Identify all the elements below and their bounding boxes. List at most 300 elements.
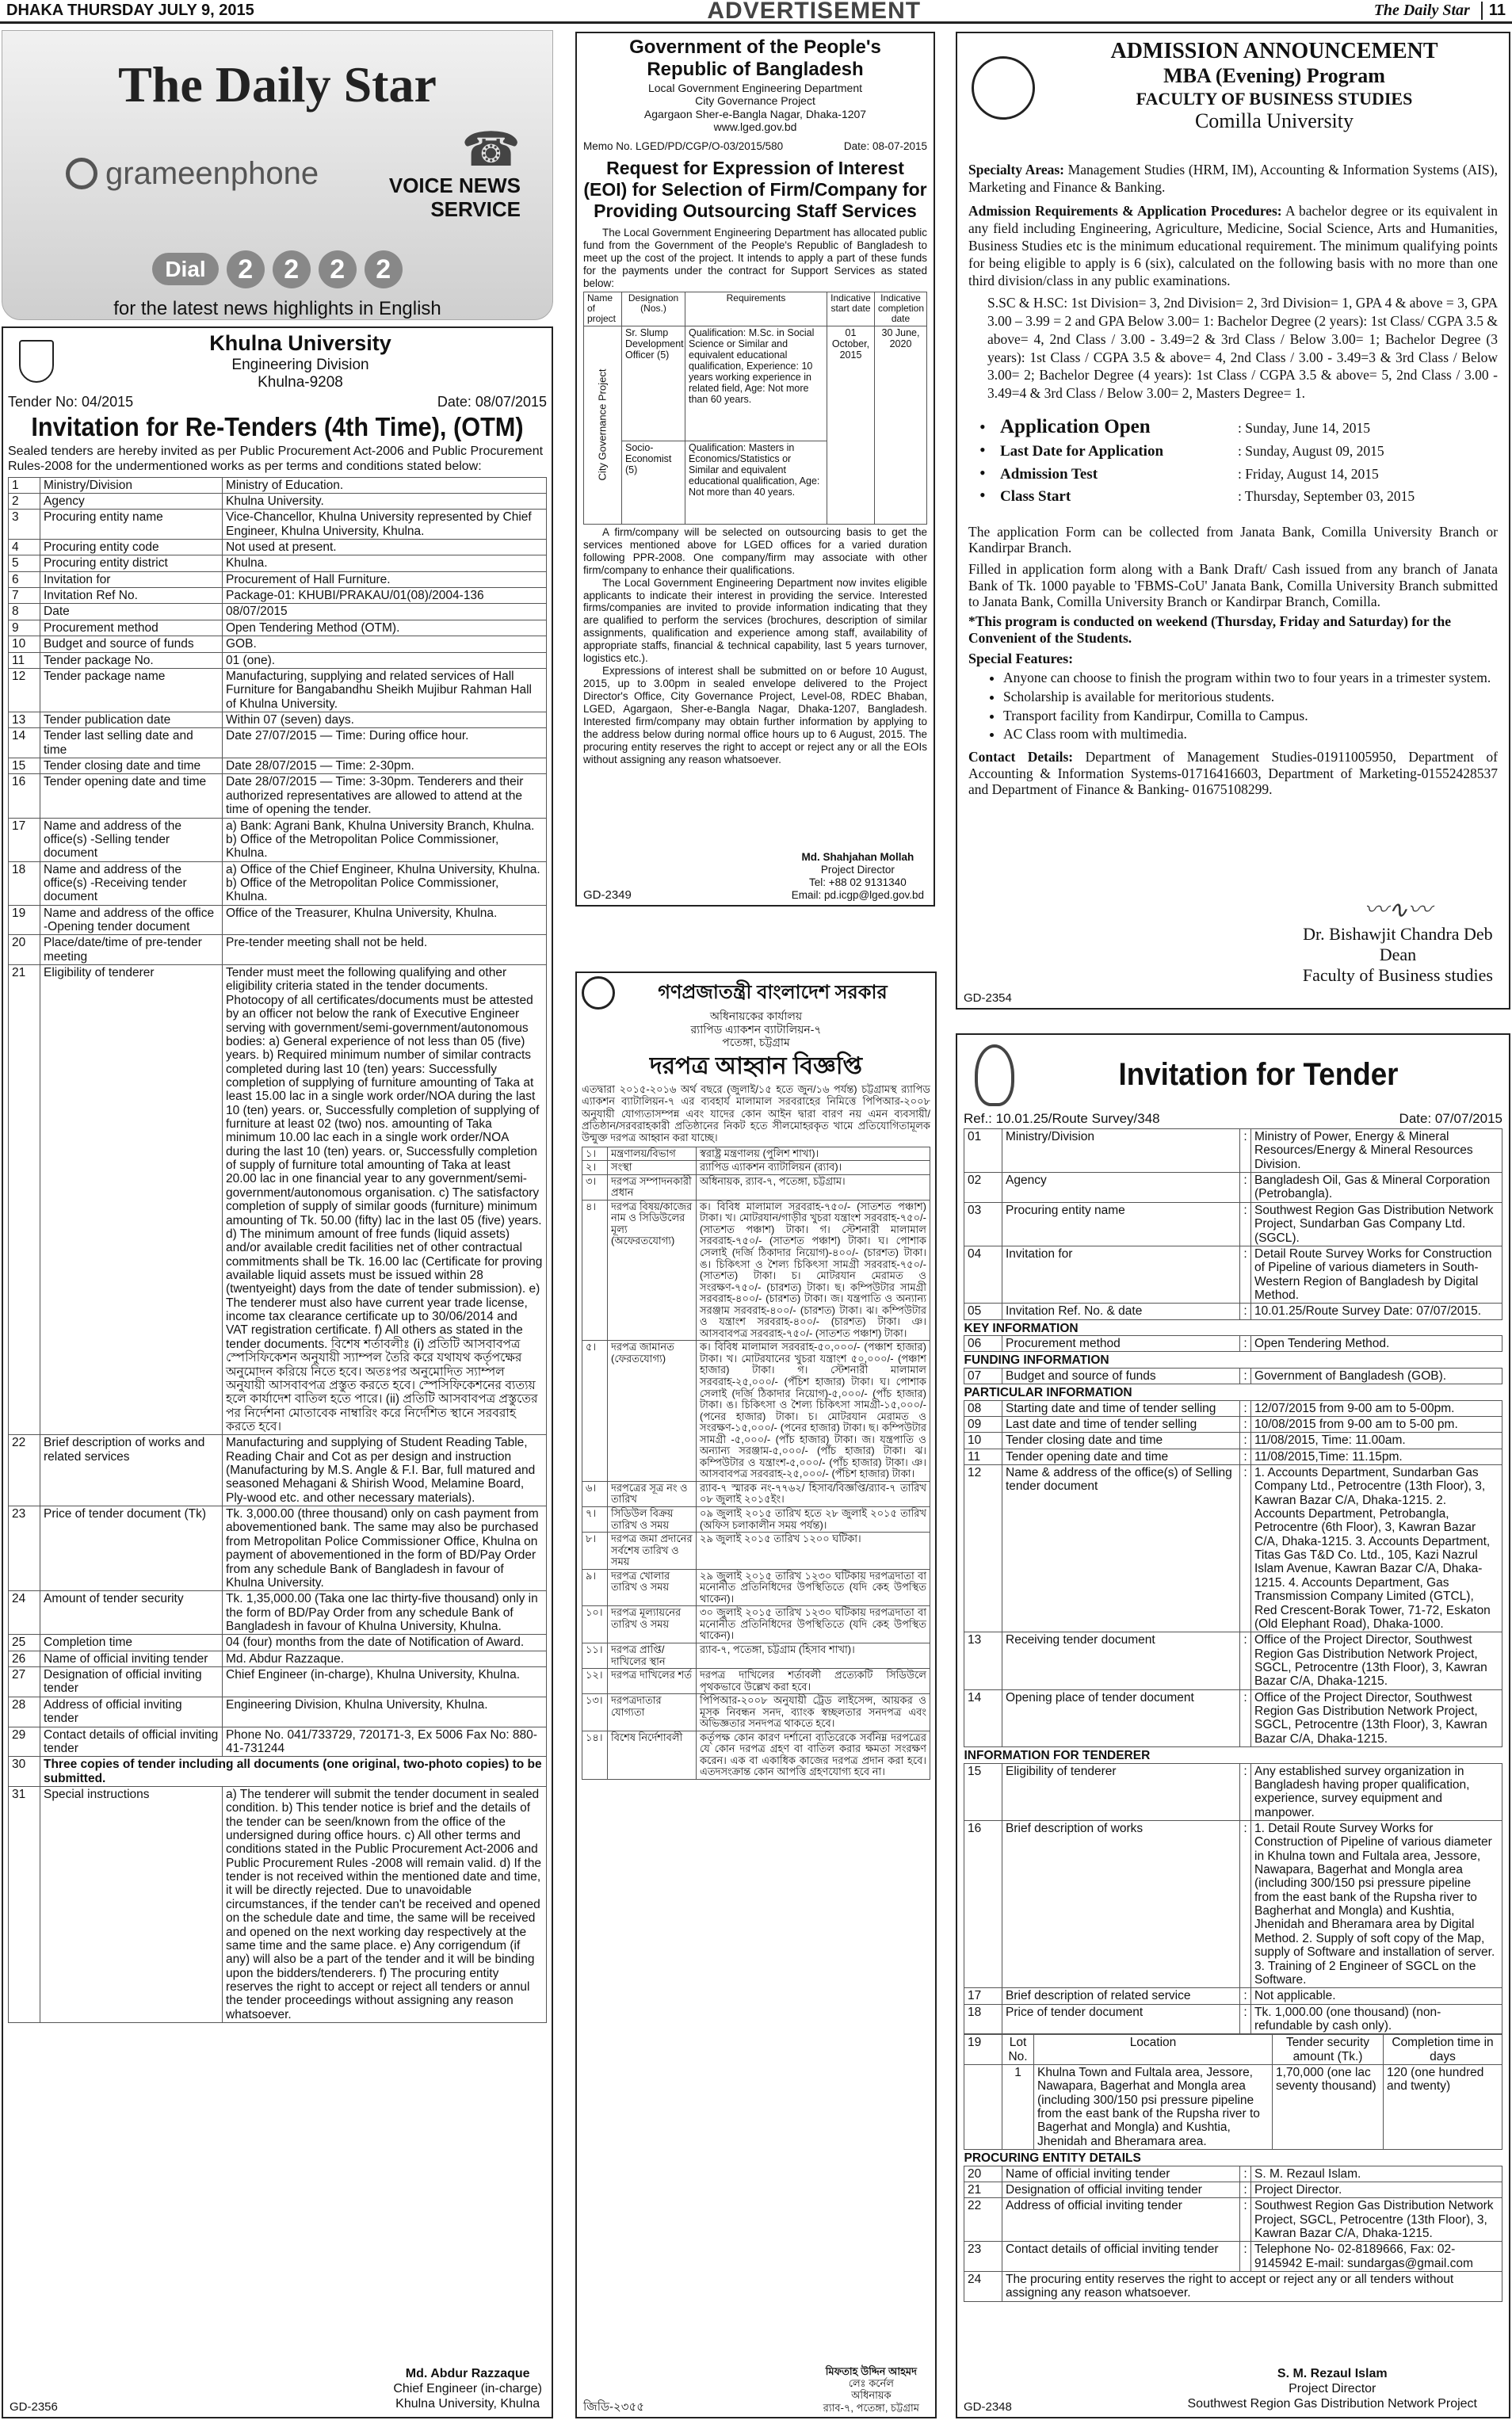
- row-number: 13: [964, 1632, 1002, 1689]
- row-number: 07: [964, 1368, 1002, 1384]
- sgcl-sign-title: Project Director: [1289, 2382, 1376, 2396]
- date-value: : Friday, August 14, 2015: [1238, 465, 1379, 482]
- row-number: ১৩।: [582, 1694, 608, 1731]
- section-heading: PARTICULAR INFORMATION: [964, 1386, 1132, 1400]
- dial-digit: 2: [365, 250, 403, 288]
- table-row: [9, 493, 547, 509]
- row-number: 20: [964, 2166, 1002, 2182]
- row-number: 29: [9, 1727, 40, 1757]
- row-label: Designation of official inviting tender: [1002, 2182, 1240, 2197]
- row-value: 08/07/2015: [223, 604, 547, 620]
- sgcl-lot-col-no: Lot No.: [1002, 2035, 1034, 2065]
- row-value: a) The tenderer will submit the tender document in sealed condition. b) This tender notice is brief and the details of the tender can be seen/known from the office of the undersigned during office hours. c) All other terms and conditions stated in the Public Procurement Act-2006 and Public Procurement Rules -2008 will remain valid. d) If the tender is not received within the mentioned date and time, it will be directly rejected. Due to unavoidable circumstances, if the tender can't be received and opened on the schedule date and time, the same will be received and opened on the next working day respectively at the same time and the same place. e) Any corrigendum (if any) will also be a part of the tender and it will be binding upon the bidders/tenderers. f) The procuring entity reserves the right to accept or reject all tenders or annul the tender proceedings without assigning any reason whatsoever.: [223, 1786, 547, 2022]
- date-value: : Sunday, June 14, 2015: [1238, 419, 1371, 436]
- khulna-table: [8, 477, 547, 2023]
- sgcl-lot-col-completion: Completion time in days: [1384, 2035, 1502, 2065]
- row-number: 7: [9, 588, 40, 604]
- row-value: কর্তৃপক্ষ কোন কারণ দর্শানো ব্যতিরেকে সর্বনিম্ন দরপত্রের যে কোন দরপত্র গ্রহণ বা বাতিল করার ক্ষমতা সংরক্ষণ করেন। এক বা একাধিক কাজের দরপত্র প্রদান করা হবে। এতদসংক্রান্ত কোন আপত্তি গ্রহণযোগ্য হবে না।: [697, 1731, 930, 1779]
- table-row: [964, 1352, 1502, 1368]
- rab-intro: এতদ্বারা ২০১৫-২০১৬ অর্থ বছরে (জুলাই/১৫ হতে জুন/১৬ পর্যন্ত) চট্টগ্রামস্থ র‍্যাপিড এ্যাকশন ব্যাটালিয়ন-৭ এর ব্যবহার্য মালামাল সরবরাহের নিমিত্তে পিপিআর-২০০৮ অনুযায়ী যোগ্যতাসম্পন্ন এবং যাদের কোন আইন দ্বারা বারণ নয় এমন ব্যবসায়ী/প্রতিষ্ঠান/সরবরাহকারী প্রতিষ্ঠানের নিকট হতে সীলমোহরকৃত খামে প্রতিযোগিতামূলক উন্মুক্ত দরপত্র আহ্বান করা যাচ্ছে।: [582, 1082, 930, 1144]
- sgcl-table: [964, 1128, 1502, 2034]
- row-label: Name and address of the office(s) -Selling tender document: [40, 818, 223, 861]
- row-value: 04 (four) months from the date of Notification of Award.: [223, 1635, 547, 1651]
- comilla-admission-label: Admission Requirements & Application Procedures:: [968, 203, 1282, 219]
- comilla-weekend: *This program is conducted on weekend (Thursday, Friday and Saturday) for the Convenient of the Students.: [968, 613, 1452, 646]
- comilla-filled: Filled in application form along with a Bank Draft/ Cash issued from any branch of Janata Bank of Tk. 1000 payable to 'FBMS-CoU' Janata Bank, Comilla University Branch submitted to Janata Bank, Comilla University Branch or Kandirpar Branch, Comilla.: [968, 560, 1498, 610]
- row-value: Khulna.: [223, 555, 547, 571]
- lged-completion-date: 30 June, 2020: [875, 326, 927, 524]
- row-value: অধিনায়ক, র‍্যাব-৭, পতেঙ্গা, চট্টগ্রাম।: [697, 1174, 930, 1200]
- sgcl-lot-row-no: 19: [964, 2035, 1002, 2065]
- table-row: [9, 935, 547, 965]
- row-value: Project Director.: [1251, 2182, 1502, 2197]
- row-value: 11/08/2015, Time: 11.00am.: [1251, 1433, 1502, 1449]
- comilla-gd-number: GD-2354: [964, 991, 1012, 1006]
- row-separator: :: [1240, 1173, 1251, 1203]
- masthead-logo: The Daily Star: [1373, 1, 1470, 19]
- row-separator: :: [1240, 1336, 1251, 1352]
- table-row: [964, 1747, 1502, 1763]
- comilla-contact-label: Contact Details:: [968, 748, 1074, 765]
- row-number: 28: [9, 1697, 40, 1727]
- row-separator: :: [1240, 1632, 1251, 1689]
- row-label: Procuring entity district: [40, 555, 223, 571]
- row-label: Contact details of official inviting tender: [1002, 2242, 1240, 2272]
- row-value: Within 07 (seven) days.: [223, 712, 547, 727]
- rab-gd-number: জিডি-২৩৫৫: [583, 2400, 645, 2414]
- row-number: 10: [9, 636, 40, 652]
- row-number: ৬।: [582, 1481, 608, 1506]
- table-row: [9, 1697, 547, 1727]
- table-row: [9, 652, 547, 668]
- table-row: [964, 2198, 1502, 2242]
- row-number: 14: [964, 1689, 1002, 1746]
- row-label: Tender opening date and time: [1002, 1449, 1240, 1464]
- row-label: Tender package No.: [40, 652, 223, 668]
- date-row: [979, 440, 1498, 460]
- row-separator: :: [1240, 2242, 1251, 2272]
- row-value: Tk. 3,000.00 (three thousand) only on cash payment from abovementioned bank. The same may also be purchased from Metropolitan Police Commissioner Office, Khulna on payment of abovementioned in the form of BD/Pay Order from any schedule Bank of Bangladesh in favour of Khulna University.: [223, 1506, 547, 1591]
- row-value: GOB.: [223, 636, 547, 652]
- row-label: The procuring entity reserves the right to accept or reject any or all tenders without assigning any reason whatsoever.: [1002, 2272, 1502, 2302]
- table-row: [9, 477, 547, 493]
- table-row: [964, 1763, 1502, 1820]
- flame-logo-icon: [975, 1044, 1014, 1106]
- feature-item: • Anyone can choose to finish the program within two to four years in a trimester system.: [1003, 670, 1498, 686]
- row-value: Vice-Chancellor, Khulna University represented by Chief Engineer, Khulna University, Khulna.: [223, 510, 547, 540]
- row-label: Three copies of tender including all documents (one original, two-photo copies) to be submitted.: [40, 1757, 547, 1787]
- row-label: Brief description of works: [1002, 1820, 1240, 1987]
- table-row: [9, 636, 547, 652]
- row-number: 14: [9, 728, 40, 758]
- table-row: [964, 1988, 1502, 2004]
- row-value: স্বরাষ্ট্র মন্ত্রণালয় (পুলিশ শাখা)।: [697, 1147, 930, 1161]
- row-label: Brief description of works and related services: [40, 1435, 223, 1506]
- table-row: [582, 1481, 930, 1506]
- sgcl-tender-notice: [956, 1033, 1510, 2418]
- row-separator: :: [1240, 1763, 1251, 1820]
- row-value: Ministry of Education.: [223, 477, 547, 493]
- row-label: Name & address of the office(s) of Selling tender document: [1002, 1464, 1240, 1632]
- rab-sign-title: লেঃ কর্নেল: [848, 2377, 894, 2390]
- table-row: [9, 1506, 547, 1591]
- row-value: Bangladesh Oil, Gas & Mineral Corporation (Petrobangla).: [1251, 1173, 1502, 1203]
- row-number: 24: [9, 1591, 40, 1635]
- lged-requirements: Qualification: M.Sc. in Social Science or Similar and equivalent educational qualification, Experience: 10 years working experience in related field, Age: Not more than 60 years.: [685, 326, 827, 441]
- row-number: 12: [964, 1464, 1002, 1632]
- sgcl-lot-number: 1: [1002, 2065, 1034, 2150]
- row-label: Opening place of tender document: [1002, 1689, 1240, 1746]
- row-number: 8: [9, 604, 40, 620]
- row-value: Not applicable.: [1251, 1988, 1502, 2004]
- table-row: [964, 1400, 1502, 1416]
- table-row: [964, 1449, 1502, 1464]
- row-separator: :: [1240, 1464, 1251, 1632]
- table-row: [964, 2150, 1502, 2166]
- row-value: দরপত্র দাখিলের শর্তাবলী প্রত্যেকটি সিডিউলে পৃথকভাবে উল্লেখ করা হবে।: [697, 1669, 930, 1694]
- row-label: দরপত্র প্রাপ্তি/দাখিলের স্থান: [608, 1643, 697, 1669]
- rab-sub-2: র‍্যাপিড এ্যাকশন ব্যাটালিয়ন-৭: [690, 1022, 822, 1036]
- row-value: Manufacturing, supplying and related services of Hall Furniture for Bangabandhu Sheikh Mujibur Rahman Hall of Khulna University.: [223, 668, 547, 712]
- khulna-tender-notice: [2, 326, 553, 2418]
- row-value: Office of the Project Director, Southwest Region Gas Distribution Network Project, SGCL, Petrocentre (13th Floor), 3, Kawran Bazar C/A, Dhaka-1215.: [1251, 1689, 1502, 1746]
- table-row: [964, 1202, 1502, 1246]
- row-label: Name and address of the office(s) -Receiving tender document: [40, 861, 223, 905]
- khulna-intro: Sealed tenders are hereby invited as per Public Procurement Act-2006 and Public Procurement Rules-2008 for the undermentioned works as per terms and conditions stated below:: [8, 444, 544, 473]
- khulna-sign-title: Chief Engineer (in-charge): [393, 2382, 542, 2396]
- table-row: [582, 1606, 930, 1643]
- table-row: [964, 1464, 1502, 1632]
- lged-col-requirements: Requirements: [685, 292, 827, 326]
- comilla-heading: ADMISSION ANNOUNCEMENT: [1110, 39, 1438, 63]
- table-row: [964, 2182, 1502, 2197]
- table-row: [964, 1336, 1502, 1352]
- sgcl-sign-name: S. M. Rezaul Islam: [1277, 2367, 1388, 2381]
- row-label: দরপত্র জমা প্রদানের সর্বশেষ তারিখ ও সময়: [608, 1533, 697, 1570]
- comilla-faculty: FACULTY OF BUSINESS STUDIES: [1136, 88, 1413, 109]
- table-row: [582, 1669, 930, 1694]
- table-row: [9, 728, 547, 758]
- table-row: [964, 1368, 1502, 1384]
- rab-sub-1: অধিনায়কের কার্যালয়: [709, 1010, 803, 1022]
- lged-project-name: City Governance Project: [596, 368, 609, 481]
- lged-memo: Memo No. LGED/PD/CGP/O-03/2015/580: [583, 139, 784, 152]
- dial-digit: 2: [227, 250, 265, 288]
- lged-heading: Request for Expression of Interest (EOI) for Selection of Firm/Company for Providing Outsourcing Staff Services: [583, 157, 927, 221]
- row-label: Name and address of the office -Opening tender document: [40, 905, 223, 935]
- row-number: 09: [964, 1416, 1002, 1432]
- table-row: [582, 1341, 930, 1482]
- row-separator: :: [1240, 1202, 1251, 1246]
- sgcl-ref: Ref.: 10.01.25/Route Survey/348: [964, 1111, 1160, 1126]
- row-number: 23: [964, 2242, 1002, 2272]
- table-row: [582, 1569, 930, 1606]
- row-label: Receiving tender document: [1002, 1632, 1240, 1689]
- row-label: Ministry/Division: [40, 477, 223, 493]
- date-label: Last Date for Application: [1000, 443, 1164, 460]
- row-number: 27: [9, 1667, 40, 1697]
- table-row: [964, 1820, 1502, 1987]
- comilla-specialty: Management Studies (HRM, IM), Accounting & Information Systems (AIS), Marketing and Finance & Banking.: [968, 162, 1498, 196]
- table-row: [9, 1757, 547, 1787]
- row-value: র‍্যাব-৭ স্মারক নং-৭৭৬২/ হিসাব/বিজ্ঞপ্তি/র‍্যাব-৭ তারিখ ০৮ জুলাই ২০১৫ইং।: [697, 1481, 930, 1506]
- lged-title-1: Government of the People's: [629, 36, 881, 58]
- row-value: ৩০ জুলাই ২০১৫ তারিখ ১২৩০ ঘটিকায় দরপত্রদাতা বা মনোনীত প্রতিনিধিদের উপস্থিতিতে (যদি কেহ উপস্থিত থাকেন)।: [697, 1606, 930, 1643]
- row-number: ৫।: [582, 1341, 608, 1482]
- row-label: Price of tender document (Tk): [40, 1506, 223, 1591]
- rab-sign-name: মিফতাহ উদ্দিন আহমদ: [825, 2365, 917, 2377]
- row-label: Procurement method: [1002, 1336, 1240, 1352]
- comilla-admission: A bachelor degree or its equivalent in any field including Engineering, Agriculture, Medicine, Social Science, Arts and Humanities, Business Studies etc is the minimum educational requirement. The minimum qualifying points for being eligible to apply is 6 (six), calculated on the following basis with no more than one third division/class in any public examinations.: [968, 203, 1499, 288]
- row-value: Manufacturing and supplying of Student Reading Table, Reading Chair and Cot as per design and instruction (Manufacturing by M.S. Angle & F.I. Bar, full matured and seasoned Mehagani & Shirish Wood, Melamine Board, Ply-wood etc. and other necessary materials).: [223, 1435, 547, 1506]
- row-number: 2: [9, 493, 40, 509]
- row-label: Last date and time of tender selling: [1002, 1416, 1240, 1432]
- table-row: [9, 818, 547, 861]
- table-row: [9, 1667, 547, 1697]
- row-label: Invitation for: [40, 571, 223, 587]
- table-row: [9, 620, 547, 636]
- row-separator: :: [1240, 2198, 1251, 2242]
- row-number: ২।: [582, 1161, 608, 1175]
- row-number: 04: [964, 1246, 1002, 1303]
- khulna-date: Date: 08/07/2015: [437, 393, 547, 410]
- masthead-dateline: DHAKA THURSDAY JULY 9, 2015: [6, 1, 254, 19]
- signature-icon: 〰∿〰: [1364, 896, 1432, 923]
- table-row: [9, 571, 547, 587]
- table-row: [582, 1533, 930, 1570]
- sgcl-heading: Invitation for Tender: [1118, 1057, 1399, 1093]
- row-value: Engineering Division, Khulna University, Khulna.: [223, 1697, 547, 1727]
- row-label: Tender publication date: [40, 712, 223, 727]
- row-number: 12: [9, 668, 40, 712]
- row-value: 12/07/2015 from 9-00 am to 5-00pm.: [1251, 1400, 1502, 1416]
- ad-brand: grameenphone: [105, 155, 319, 191]
- row-number: 02: [964, 1173, 1002, 1203]
- table-row: [582, 1731, 930, 1779]
- row-number: 18: [9, 861, 40, 905]
- ad-tagline: for the latest news highlights in English: [113, 297, 441, 319]
- table-row: [582, 1161, 930, 1175]
- bullet-icon: •: [979, 416, 986, 437]
- comilla-contact: Department of Management Studies-01911005950, Department of Accounting & Information Systems-01716416603, Department of Marketing-01552428537 and Department of Finance & Banking- 01675108299.: [968, 748, 1499, 798]
- row-value: 01 (one).: [223, 652, 547, 668]
- row-separator: :: [1240, 1449, 1251, 1464]
- table-row: [964, 2272, 1502, 2302]
- row-number: 15: [964, 1763, 1002, 1820]
- row-number: 25: [9, 1635, 40, 1651]
- row-label: সংস্থা: [608, 1161, 697, 1175]
- table-row: [9, 1786, 547, 2022]
- row-value: Date 28/07/2015 — Time: 3-30pm. Tenderers and their authorized representatives are allowed to attend at the time of opening the tender.: [223, 774, 547, 818]
- table-row: [9, 604, 547, 620]
- dial-digit: 2: [273, 250, 311, 288]
- row-label: দরপত্র জামানত (ফেরতযোগ্য): [608, 1341, 697, 1482]
- row-number: 16: [9, 774, 40, 818]
- row-number: 22: [9, 1435, 40, 1506]
- rab-sign-org: র‍্যাব-৭, পতেঙ্গা, চট্টগ্রাম: [823, 2401, 919, 2414]
- row-label: Procuring entity code: [40, 540, 223, 555]
- row-label: Name of official inviting tender: [1002, 2166, 1240, 2182]
- date-row: [979, 463, 1498, 483]
- comilla-crest-icon: [972, 56, 1035, 120]
- row-label: Special instructions: [40, 1786, 223, 2022]
- table-row: [964, 1632, 1502, 1689]
- table-row: [964, 1319, 1502, 1335]
- date-label: Admission Test: [1000, 465, 1098, 483]
- row-value: র‍্যাপিড এ্যাকশন ব্যাটালিয়ন (র‍্যাব)।: [697, 1161, 930, 1175]
- sgcl-date: Date: 07/07/2015: [1399, 1111, 1502, 1126]
- row-value: Pre-tender meeting shall not be held.: [223, 935, 547, 965]
- row-value: Southwest Region Gas Distribution Network Project, SGCL, Petrocentre (13th Floor), 3, Kawran Bazar C/A, Dhaka-1215.: [1251, 2198, 1502, 2242]
- khulna-sign-name: Md. Abdur Razzaque: [405, 2367, 530, 2381]
- row-number: 08: [964, 1400, 1002, 1416]
- table-row: [9, 1651, 547, 1666]
- row-label: Address of official inviting tender: [40, 1697, 223, 1727]
- rab-heading: দরপত্র আহ্বান বিজ্ঞপ্তি: [649, 1052, 863, 1079]
- lged-para-2: A firm/company will be selected on outsourcing basis to get the services mentioned above for LGED offices for a varied duration following PPR-2008. One company/firm may associate with other firm/company to enhance their qualifications.: [583, 525, 927, 576]
- row-number: 31: [9, 1786, 40, 2022]
- row-separator: :: [1240, 1368, 1251, 1384]
- row-label: Eligibility of tenderer: [1002, 1763, 1240, 1820]
- table-row: [9, 1635, 547, 1651]
- row-number: 15: [9, 758, 40, 774]
- row-label: বিশেষ নির্দেশাবলী: [608, 1731, 697, 1779]
- table-row: [9, 758, 547, 774]
- row-label: মন্ত্রণালয়/বিভাগ: [608, 1147, 697, 1161]
- feature-item: • Transport facility from Kandirpur, Comilla to Campus.: [1003, 708, 1498, 724]
- row-number: ৯।: [582, 1569, 608, 1606]
- table-row: [9, 712, 547, 727]
- row-value: Ministry of Power, Energy & Mineral Resources/Energy & Mineral Resources Division.: [1251, 1129, 1502, 1173]
- row-number: 10: [964, 1433, 1002, 1449]
- sgcl-lot-security: 1,70,000 (one lac seventy thousand): [1273, 2065, 1384, 2150]
- section-heading: KEY INFORMATION: [964, 1321, 1079, 1335]
- table-row: [9, 1727, 547, 1757]
- row-number: 9: [9, 620, 40, 636]
- row-label: Tender closing date and time: [1002, 1433, 1240, 1449]
- row-number: 4: [9, 540, 40, 555]
- grameenphone-icon: [66, 158, 97, 189]
- row-separator: :: [1240, 1416, 1251, 1432]
- feature-item: • AC Class room with multimedia.: [1003, 726, 1498, 742]
- row-separator: :: [1240, 1820, 1251, 1987]
- row-value: Not used at present.: [223, 540, 547, 555]
- row-separator: :: [1240, 2004, 1251, 2034]
- bullet-icon: •: [979, 485, 986, 506]
- lged-para-4: Expressions of interest shall be submitted on or before 10 August, 2015, up to 3.00pm in sealed envelope delivered to the Project Director's Office, City Governance Project, Level-08, RDEC Bhaban, LGED, Agargaon, Sher-e-Bangla Nagar, Dhaka-1207, Bangladesh. Interested firm/company may obtain further information by applying to the address below during normal office hours up to 6 August, 2015. The procuring entity reserves the right to accept or reject any or all the EOIs without assigning any reason whatsoever.: [583, 665, 927, 765]
- row-number: 17: [964, 1988, 1002, 2004]
- row-value: 1. Accounts Department, Sundarban Gas Company Ltd., Petrocentre (13th Floor), 3, Kawran Bazar C/A, Dhaka-1215. 2. Accounts Department, Petrobangla, Petrocentre (6th Floor), 3, Kawran Bazar C/A, Dhaka-1215. 3. Accounts Department, Titas Gas T&D Co. Ltd., 105, Kazi Nazrul Islam Avenue, Kawran Bazar C/A, Dhaka-1215. 4. Accounts Department, Gas Transmission Company Limited (GTCL), Red Crescent-Borak Tower, 71-72, Eskaton (Old Elephant Road), Dhaka-1000.: [1251, 1464, 1502, 1632]
- phone-icon: ☎: [461, 122, 521, 176]
- row-number: 01: [964, 1129, 1002, 1173]
- lged-address-3: Agargaon Sher-e-Bangla Nagar, Dhaka-1207: [643, 107, 867, 120]
- row-value: ২৯ জুলাই ২০১৫ তারিখ ১২০০ ঘটিকা।: [697, 1533, 930, 1570]
- row-number: 16: [964, 1820, 1002, 1987]
- table-row: [964, 2166, 1502, 2182]
- row-label: Agency: [40, 493, 223, 509]
- sgcl-lot-completion: 120 (one hundred and twenty): [1384, 2065, 1502, 2150]
- row-label: Place/date/time of pre-tender meeting: [40, 935, 223, 965]
- row-number: ১২।: [582, 1669, 608, 1694]
- comilla-program: MBA (Evening) Program: [1163, 64, 1385, 88]
- comilla-specialty-label: Specialty Areas:: [968, 162, 1064, 178]
- rab-tender-notice: [575, 972, 937, 2418]
- table-row: [9, 668, 547, 712]
- row-value: পিপিআর-২০০৮ অনুযায়ী ট্রেড লাইসেন্স, আয়কর ও মূসক নিবন্ধন সনদ, ব্যাংক স্বচ্ছলতার সনদপত্র এবং অভিজ্ঞতার সনদপত্র থাকতে হবে।: [697, 1694, 930, 1731]
- row-label: দরপত্রদাতার যোগ্যতা: [608, 1694, 697, 1731]
- row-separator: :: [1240, 1689, 1251, 1746]
- lged-sign-title: Project Director: [820, 864, 895, 876]
- comilla-university: Comilla University: [1194, 109, 1354, 132]
- row-label: Ministry/Division: [1002, 1129, 1240, 1173]
- row-value: Tender must meet the following qualifying and other eligibility criteria stated in the tender documents. Photocopy of all certificates/documents must be attested by an officer not below the rank of Executive Engineer serving with government/semi-government/autonomous bodies: a) General experience of not less than 05 (five) years. b) Required minimum number of similar contracts completed during last 10 (ten) years: Successfully completion of supplying of furniture amounting of Taka at least 15.00 lac in a single work order/NOA during the last 10 (ten) years. or, Successfully completion of supplying of furniture at least 02 (two) nos. amounting of Taka minimum 10.00 lac each in a single work order/NOA during the last 10 (ten) years. or, Successfully completion of supply of furniture total amounting of Taka at least 20.00 lac in one financial year to any government/semi-government/autonomous organisation. c) The satisfactory completion of supply of similar goods (furniture) minimum amounting of Tk. 50.00 (fifty) lac in the last 05 (five) years. d) The minimum amount of free funds (liquid assets) and/or available credit facilities net of other contractual commitments shall be Tk. 16.00 lac (Certificate for proving available liquid assets must be issued within 28 (twentyeight) days from the date of tender submission). e) The tenderer must also have current year trade license, income tax clearance certificate up to 30/06/2014 and VAT registration certificate. f) All others as stated in the tender documents. বিশেষ শর্তাবলীঃ (i) প্রতিটি আসবাবপত্র স্পেসিফিকেশন অনুযায়ী স্যাম্পল তৈরি করে যথাযথ কর্তৃপক্ষের অনুমোদন করিয়ে নিতে হবে। অতঃপর অনুমোদিত স্যাম্পল অনুযায়ী আসবাবপত্র প্রস্তুত করতে হবে। স্পেসিফিকেশনের ব্যত্যয় হলে কার্যাদেশ বাতিল হতে পারে। (ii) প্রতিটি আসবাবপত্র প্রস্তুতের পর নির্দেশনা মোতাবেক নাম্বারিং করে নির্দেশিত স্থানে সরবরাহ করতে হবে।: [223, 965, 547, 1435]
- row-label: Agency: [1002, 1173, 1240, 1203]
- row-number: 30: [9, 1757, 40, 1787]
- row-label: Budget and source of funds: [40, 636, 223, 652]
- lged-designation: Sr. Slump Development Officer (5): [622, 326, 685, 441]
- row-label: Eligibility of tenderer: [40, 965, 223, 1435]
- comilla-dates: [979, 415, 1498, 506]
- row-label: দরপত্রের সূত্র নং ও তারিখ: [608, 1481, 697, 1506]
- table-row: [964, 2242, 1502, 2272]
- table-row: [964, 1173, 1502, 1203]
- row-label: Tender closing date and time: [40, 758, 223, 774]
- sgcl-entity-table: [964, 2150, 1502, 2302]
- khulna-city: Khulna-9208: [258, 374, 343, 391]
- row-label: Completion time: [40, 1635, 223, 1651]
- row-number: 24: [964, 2272, 1002, 2302]
- table-row: [582, 1200, 930, 1341]
- date-row: [979, 485, 1498, 506]
- row-label: Procuring entity name: [1002, 1202, 1240, 1246]
- row-label: Budget and source of funds: [1002, 1368, 1240, 1384]
- row-value: ২৯ জুলাই ২০১৫ তারিখ ১২৩০ ঘটিকায় দরপত্রদাতা বা মনোনীত প্রতিনিধিদের উপস্থিতিতে (যদি কেহ উপস্থিত থাকেন)।: [697, 1569, 930, 1606]
- row-value: Telephone No- 02-8189666, Fax: 02-9145942 E-mail: sundargas@gmail.com: [1251, 2242, 1502, 2272]
- lged-email: Email: pd.icgp@lged.gov.bd: [791, 889, 924, 902]
- row-label: Invitation Ref No.: [40, 588, 223, 604]
- lged-gd-number: GD-2349: [583, 888, 632, 903]
- row-value: Any established survey organization in Bangladesh having proper qualification, experience, survey equipment and manpower.: [1251, 1763, 1502, 1820]
- sgcl-sign-org: Southwest Region Gas Distribution Network Project: [1187, 2397, 1477, 2411]
- row-label: Contact details of official inviting tender: [40, 1727, 223, 1757]
- row-label: দরপত্র মূল্যায়নের তারিখ ও সময়: [608, 1606, 697, 1643]
- row-number: ৩।: [582, 1174, 608, 1200]
- row-separator: :: [1240, 1246, 1251, 1303]
- page-number: 11: [1481, 2, 1506, 21]
- row-value: Southwest Region Gas Distribution Network Project, Sundarban Gas Company Ltd. (SGCL).: [1251, 1202, 1502, 1246]
- row-value: Office of the Project Director, Southwest Region Gas Distribution Network Project, SGCL, Petrocentre (13th Floor), 3, Kawran Bazar C/A, Dhaka-1215.: [1251, 1632, 1502, 1689]
- sgcl-lot-col-location: Location: [1034, 2035, 1273, 2065]
- row-separator: :: [1240, 1400, 1251, 1416]
- row-label: Invitation for: [1002, 1246, 1240, 1303]
- row-value: Phone No. 041/733729, 720171-3, Ex 5006 Fax No: 880-41-731244: [223, 1727, 547, 1757]
- rab-sub-3: পতেঙ্গা, চট্টগ্রাম: [722, 1036, 790, 1049]
- row-value: Date 27/07/2015 — Time: During office hour.: [223, 728, 547, 758]
- row-separator: :: [1240, 2166, 1251, 2182]
- row-number: ৭।: [582, 1506, 608, 1532]
- ad-logo: The Daily Star: [118, 56, 437, 113]
- university-crest-icon: [19, 340, 54, 383]
- row-number: 06: [964, 1336, 1002, 1352]
- row-label: দরপত্র দাখিলের শর্ত: [608, 1669, 697, 1694]
- row-number: 11: [964, 1449, 1002, 1464]
- row-label: Address of official inviting tender: [1002, 2198, 1240, 2242]
- lged-sign-name: Md. Shahjahan Mollah: [801, 851, 914, 864]
- row-number: 18: [964, 2004, 1002, 2034]
- masthead: [0, 0, 1512, 24]
- lged-eoi-notice: [575, 32, 935, 907]
- table-row: [582, 1694, 930, 1731]
